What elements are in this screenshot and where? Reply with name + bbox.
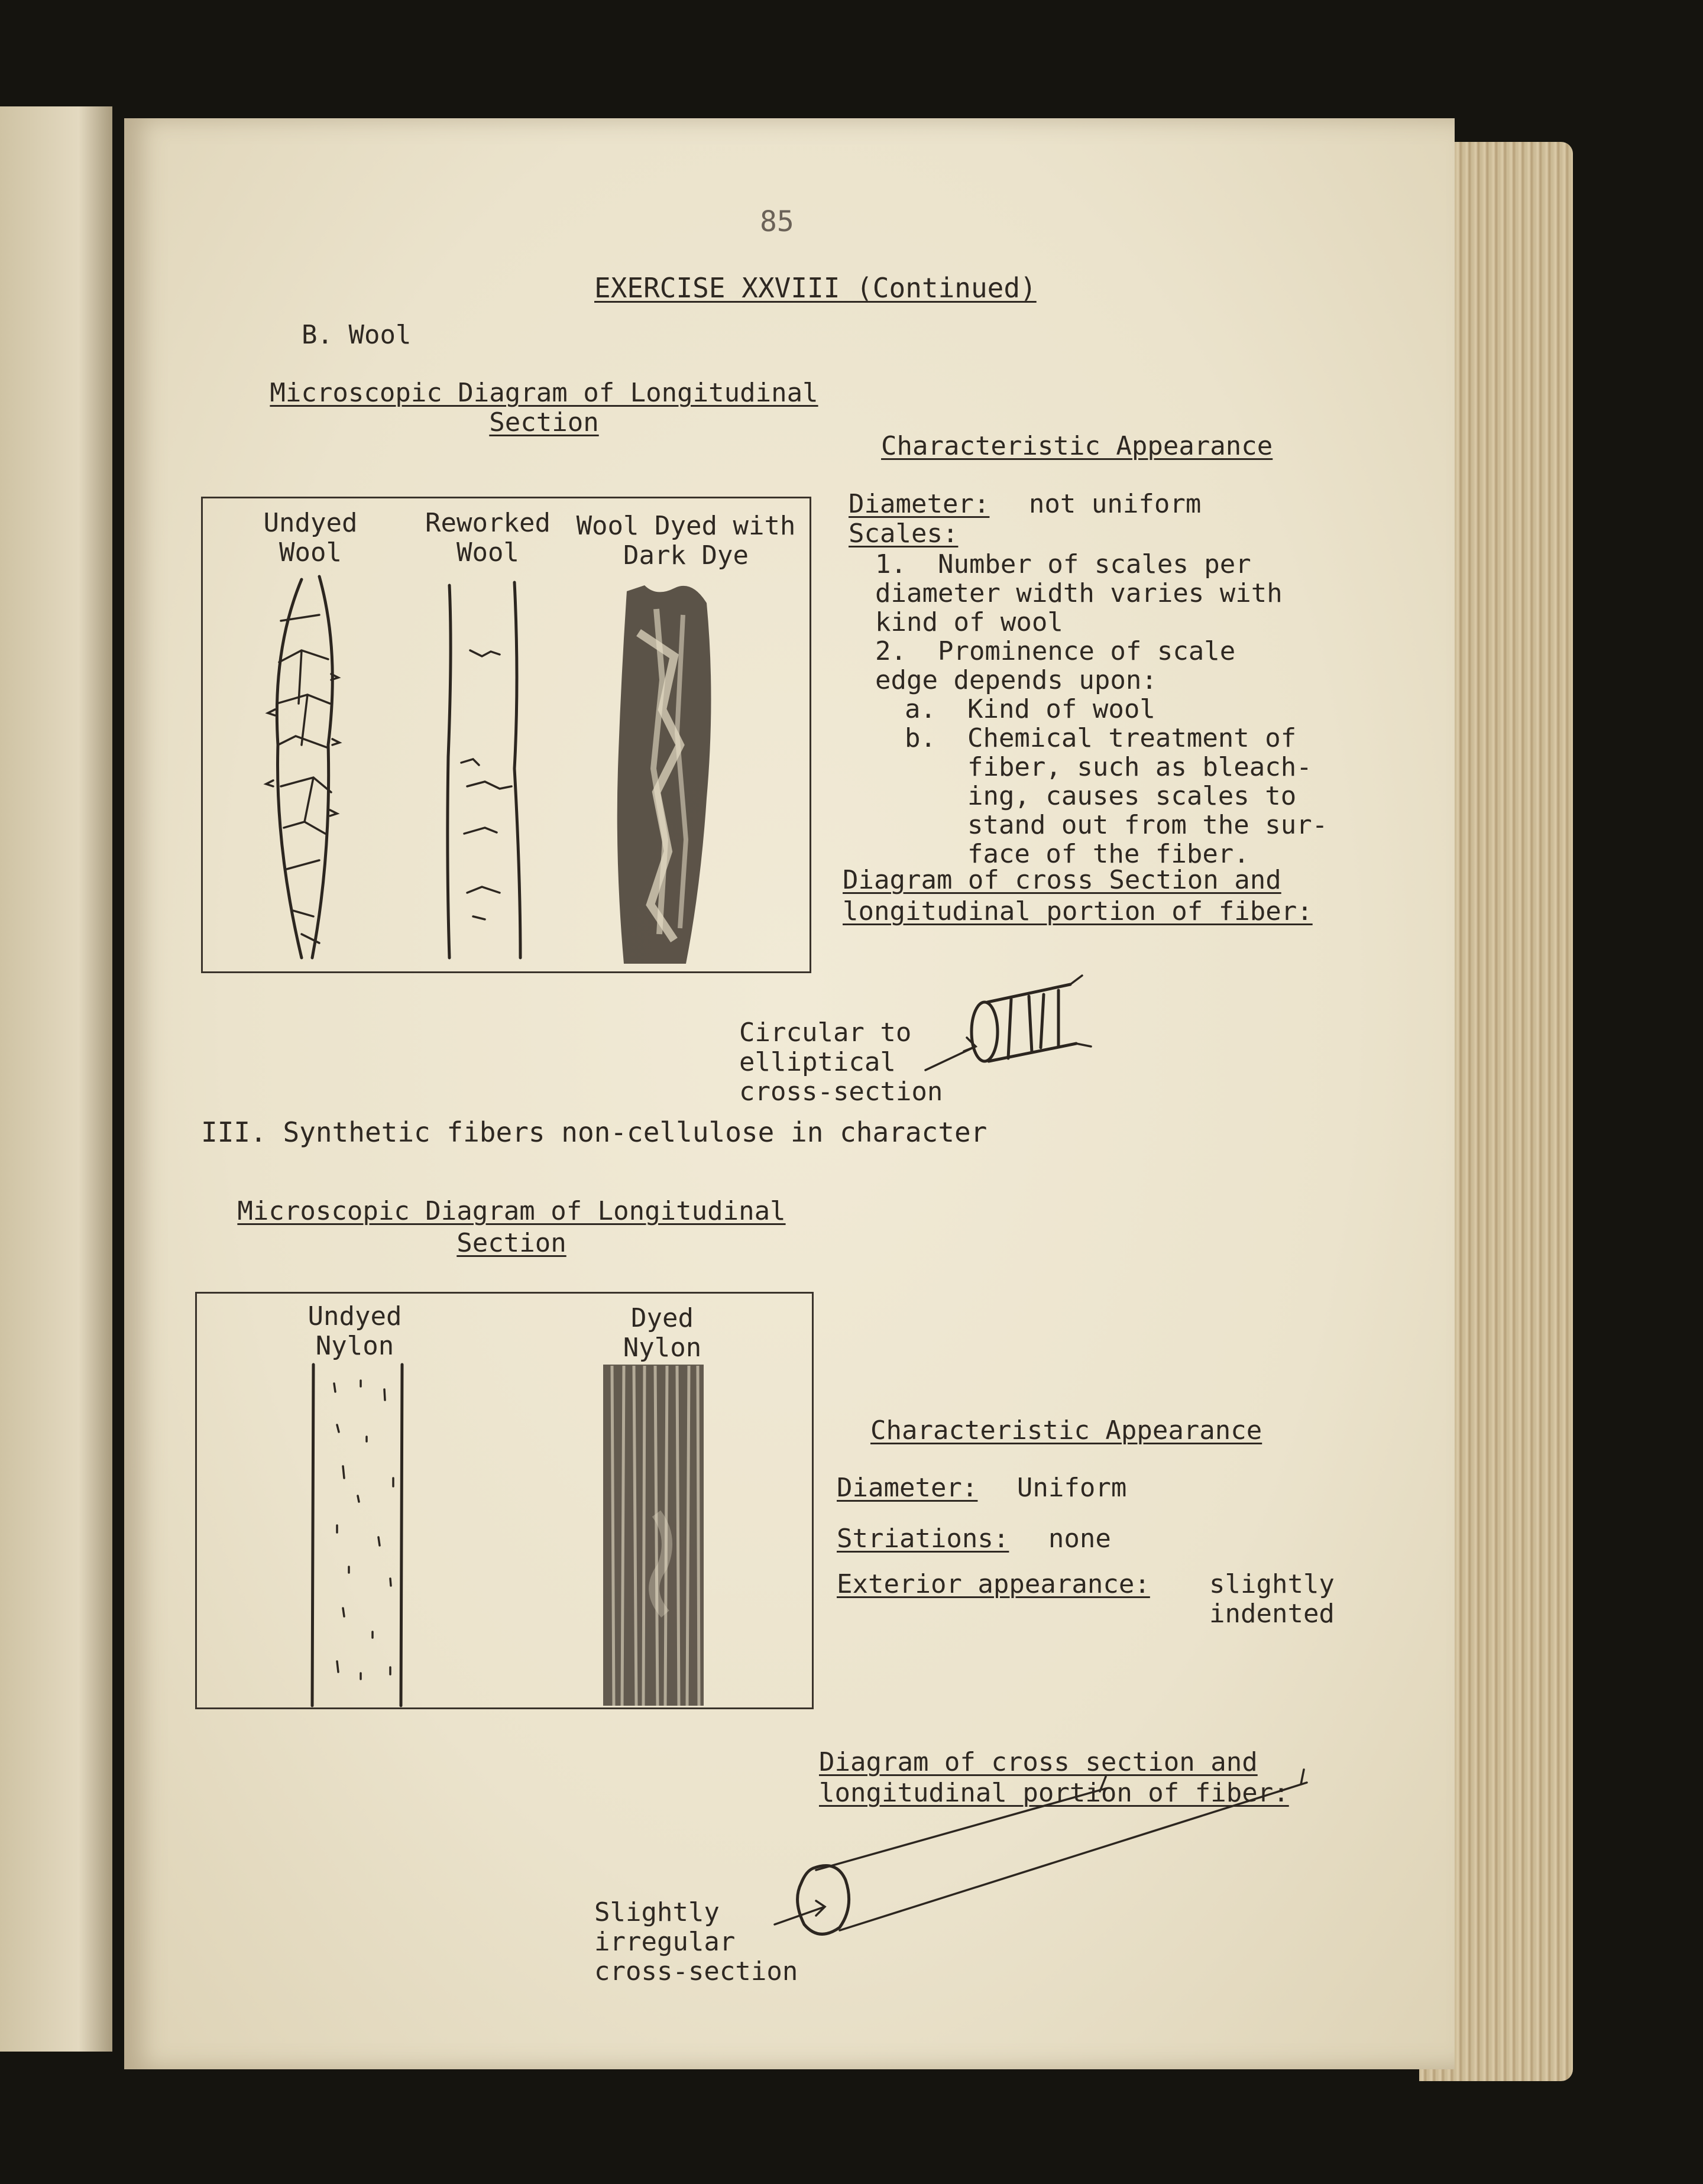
- wool-scales-sub-text: a. Kind of wool b. Chemical treatment of fiber, such as bleach- ing, causes scales to stand out from the sur- face of the fiber.: [905, 694, 1328, 869]
- wool-diagram-heading: Microscopic Diagram of Longitudinal Section: [270, 378, 818, 438]
- wool-diameter-label: Diameter:: [849, 489, 990, 519]
- wool-diameter-value: not uniform: [1028, 489, 1202, 519]
- wool-scales-label: Scales:: [849, 519, 959, 549]
- nylon-cross-section-heading: Diagram of cross section and longitudinal portion of fiber:: [819, 1747, 1289, 1808]
- wool-scales-text: 1. Number of scales per diameter width varies with kind of wool 2. Prominence of scale edge depends upon:: [875, 549, 1283, 695]
- label-dyed-nylon: Dyed Nylon: [623, 1303, 702, 1363]
- label-undyed-wool: Undyed Wool: [263, 508, 358, 568]
- label-wool-dyed-dark: Wool Dyed with Dark Dye: [576, 511, 796, 571]
- nylon-diameter-value: Uniform: [1016, 1473, 1127, 1503]
- wool-characteristic-heading: Characteristic Appearance: [881, 431, 1273, 461]
- nylon-exterior-label: Exterior appearance:: [837, 1569, 1150, 1599]
- label-reworked-wool: Reworked Wool: [425, 508, 551, 568]
- exercise-title: EXERCISE XXVIII (Continued): [594, 272, 1037, 304]
- wool-cross-section-label: Circular to elliptical cross-section: [739, 1018, 943, 1107]
- page-number: 85: [760, 205, 794, 238]
- nylon-striations-label: Striations:: [837, 1524, 1009, 1554]
- nylon-cross-section-label: Slightly irregular cross-section: [594, 1897, 798, 1987]
- synthetic-heading: III. Synthetic fibers non-cellulose in character: [201, 1116, 988, 1148]
- nylon-exterior-value: slightly indented: [1209, 1569, 1335, 1629]
- document-page: [124, 118, 1455, 2069]
- synthetic-diagram-heading: Microscopic Diagram of Longitudinal Section: [237, 1196, 786, 1258]
- wool-cross-section-heading: Diagram of cross Section and longitudinal portion of fiber:: [843, 865, 1313, 926]
- nylon-characteristic-heading: Characteristic Appearance: [870, 1415, 1262, 1446]
- nylon-diameter-label: Diameter:: [837, 1473, 978, 1503]
- label-undyed-nylon: Undyed Nylon: [307, 1301, 402, 1361]
- wool-heading: B. Wool: [302, 320, 412, 350]
- nylon-striations-value: none: [1048, 1524, 1111, 1554]
- left-page-edge: [0, 106, 112, 2052]
- nylon-cross-section-drawing: [124, 118, 1455, 2069]
